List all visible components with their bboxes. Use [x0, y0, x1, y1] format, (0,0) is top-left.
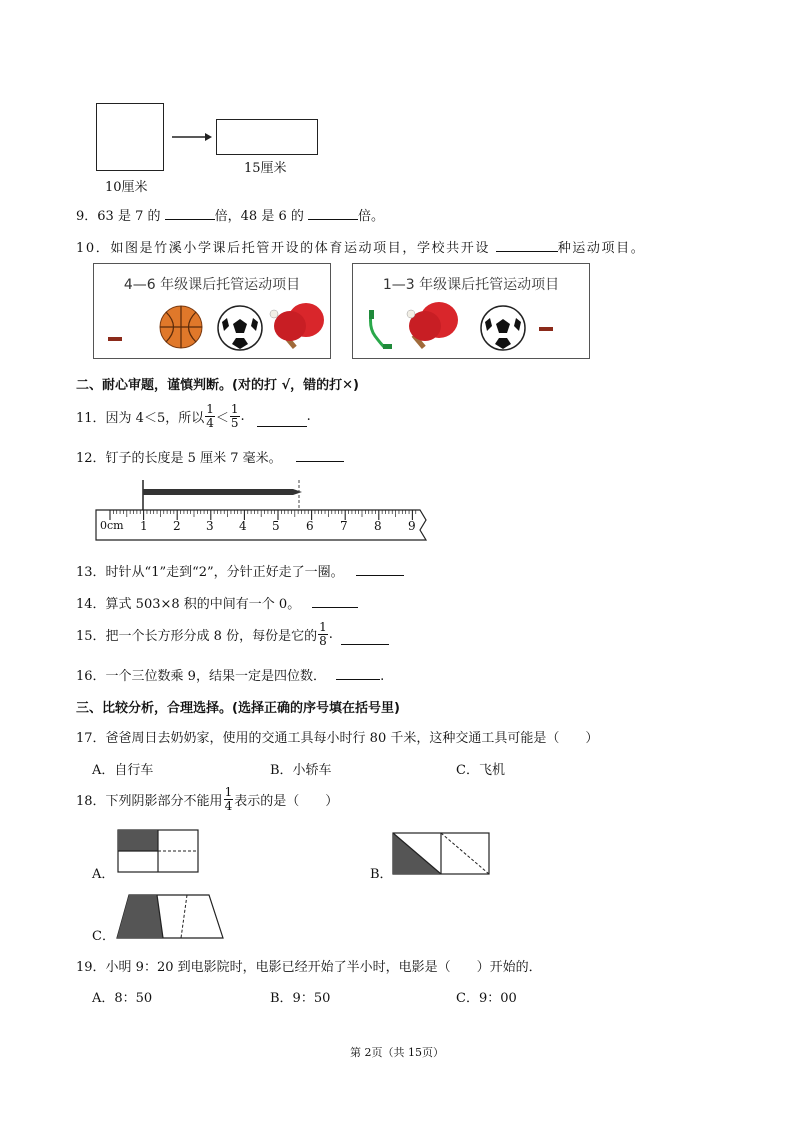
ruler-label: 8 [374, 519, 382, 533]
question-number: 13． [76, 565, 106, 580]
jump-rope-handle-icon [106, 334, 126, 344]
question-text: 种运动项目。 [557, 241, 646, 256]
nail [143, 480, 302, 510]
box-title: 1—3 年级课后托管运动项目 [382, 277, 560, 293]
question-number: 16． [76, 669, 106, 684]
ruler-figure [94, 476, 434, 548]
rectangle-label: 15厘米 [244, 161, 287, 176]
option-c[interactable]: C．9：00 [456, 991, 517, 1006]
question-15: 15． 把一个长方形分成 8 份，每份是它的 $\frac{1}{8}$ . [76, 621, 389, 648]
question-number: 17． [76, 731, 106, 746]
option-a[interactable]: A．8：50 [92, 991, 153, 1006]
question-9 [76, 205, 384, 224]
question-number: 19． [76, 960, 106, 975]
soccer-ball-icon [479, 304, 527, 352]
ruler-label: 3 [206, 519, 214, 533]
question-10 [76, 237, 645, 256]
question-text: 一个三位数乘 9，结果一定是四位数． [105, 669, 326, 684]
question-19 [76, 956, 542, 975]
box-title: 4—6 年级课后托管运动项目 [123, 277, 301, 293]
ruler-label: 1 [140, 519, 148, 533]
sports-box-grades-4-6 [93, 263, 331, 359]
answer-blank[interactable] [356, 563, 404, 576]
question-number: 18． [76, 794, 106, 809]
answer-blank[interactable] [341, 632, 389, 645]
question-number: 11． [76, 411, 106, 426]
fraction-one-fifth: $\frac{1}{5}$ [230, 402, 239, 430]
ruler-labels [94, 519, 434, 535]
question-text: 倍，48 是 6 的 [214, 209, 304, 224]
option-b[interactable]: B． [370, 867, 393, 882]
question-number: 14． [76, 597, 106, 612]
question-text: 小明 9：20 到电影院时，电影已经开始了半小时，电影是（ ）开始的． [105, 960, 542, 975]
answer-blank[interactable] [308, 207, 358, 220]
figure-b-rectangle [392, 832, 492, 876]
question-text: 时针从“1”走到“2”，分针正好走了一圈。 [105, 565, 344, 580]
question-text: 倍。 [358, 209, 385, 224]
answer-blank[interactable] [296, 449, 344, 462]
option-b[interactable]: B．9：50 [270, 991, 331, 1006]
question-text: 如图是竹溪小学课后托管开设的体育运动项目，学校共开设 [110, 241, 490, 256]
option-a[interactable]: A．自行车 [92, 763, 154, 778]
question-13 [76, 561, 404, 580]
question-number: 15． [76, 629, 106, 644]
answer-blank[interactable] [496, 239, 558, 252]
question-text: 把一个长方形分成 8 份，每份是它的 [105, 629, 318, 644]
soccer-ball-icon [216, 304, 264, 352]
question-number: 10． [76, 241, 111, 256]
answer-blank[interactable] [312, 595, 358, 608]
section-3-heading: 三、比较分析，合理选择。(选择正确的序号填在括号里) [76, 701, 400, 716]
answer-blank[interactable] [336, 667, 380, 680]
question-14 [76, 593, 358, 612]
figure-c-trapezoid [115, 893, 225, 941]
question-18 [76, 786, 338, 813]
ruler-label: 9 [408, 519, 416, 533]
option-c[interactable]: C． [92, 929, 115, 944]
basketball-icon [158, 304, 204, 350]
answer-blank[interactable] [257, 414, 307, 427]
less-than-sign: ＜ [215, 411, 229, 426]
square-shape [96, 103, 164, 171]
fraction-one-eighth: $\frac{1}{8}$ [319, 620, 327, 648]
sports-box-grades-1-3 [352, 263, 590, 359]
figure-a-rectangle [117, 829, 201, 875]
ruler-label: 4 [239, 519, 247, 533]
question-17 [76, 727, 598, 746]
question-text: 算式 503×8 积的中间有一个 0。 [105, 597, 301, 612]
option-c[interactable]: C．飞机 [456, 763, 505, 778]
question-12 [76, 447, 344, 466]
ruler-label: 2 [173, 519, 181, 533]
answer-blank[interactable] [165, 207, 215, 220]
ruler-label: 5 [272, 519, 280, 533]
question-text: 因为 4＜5，所以 [105, 411, 205, 426]
question-text: 63 是 7 的 [97, 209, 161, 224]
section-2-heading: 二、耐心审题，谨慎判断。(对的打 √，错的打✕) [76, 378, 359, 393]
question-text: 钉子的长度是 5 厘米 7 毫米。 [105, 451, 282, 466]
question-number: 9． [76, 209, 98, 224]
ruler-label: 6 [306, 519, 314, 533]
ruler-label: 0cm [100, 519, 124, 532]
ruler-label: 7 [340, 519, 348, 533]
question-text: 爸爸周日去奶奶家，使用的交通工具每小时行 80 千米，这种交通工具可能是（ ） [105, 731, 599, 746]
page-footer: 第 2页（共 15页） [350, 1046, 444, 1059]
fraction-one-fourth: $\frac{1}{4}$ [224, 785, 233, 813]
square-label: 10厘米 [105, 180, 148, 195]
rectangle-shape [216, 119, 318, 155]
question-text: 表示的是（ ） [234, 794, 339, 809]
ping-pong-paddles-icon [401, 298, 463, 354]
question-number: 12． [76, 451, 106, 466]
jump-rope-icon [365, 308, 395, 352]
ping-pong-paddles-icon [266, 300, 328, 354]
option-a[interactable]: A． [92, 867, 115, 882]
option-b[interactable]: B．小轿车 [270, 763, 332, 778]
question-11: 11． 因为 4＜5，所以 $\frac{1}{4}$ ＜ $\frac{1}{5}$ . . [76, 402, 311, 430]
jump-rope-handle-icon [537, 324, 557, 334]
question-text: 下列阴影部分不能用 [105, 794, 223, 809]
fraction-one-fourth: $\frac{1}{4}$ [206, 402, 214, 430]
arrow-icon [172, 131, 212, 143]
question-16: 16．一个三位数乘 9，结果一定是四位数． . [76, 669, 385, 684]
